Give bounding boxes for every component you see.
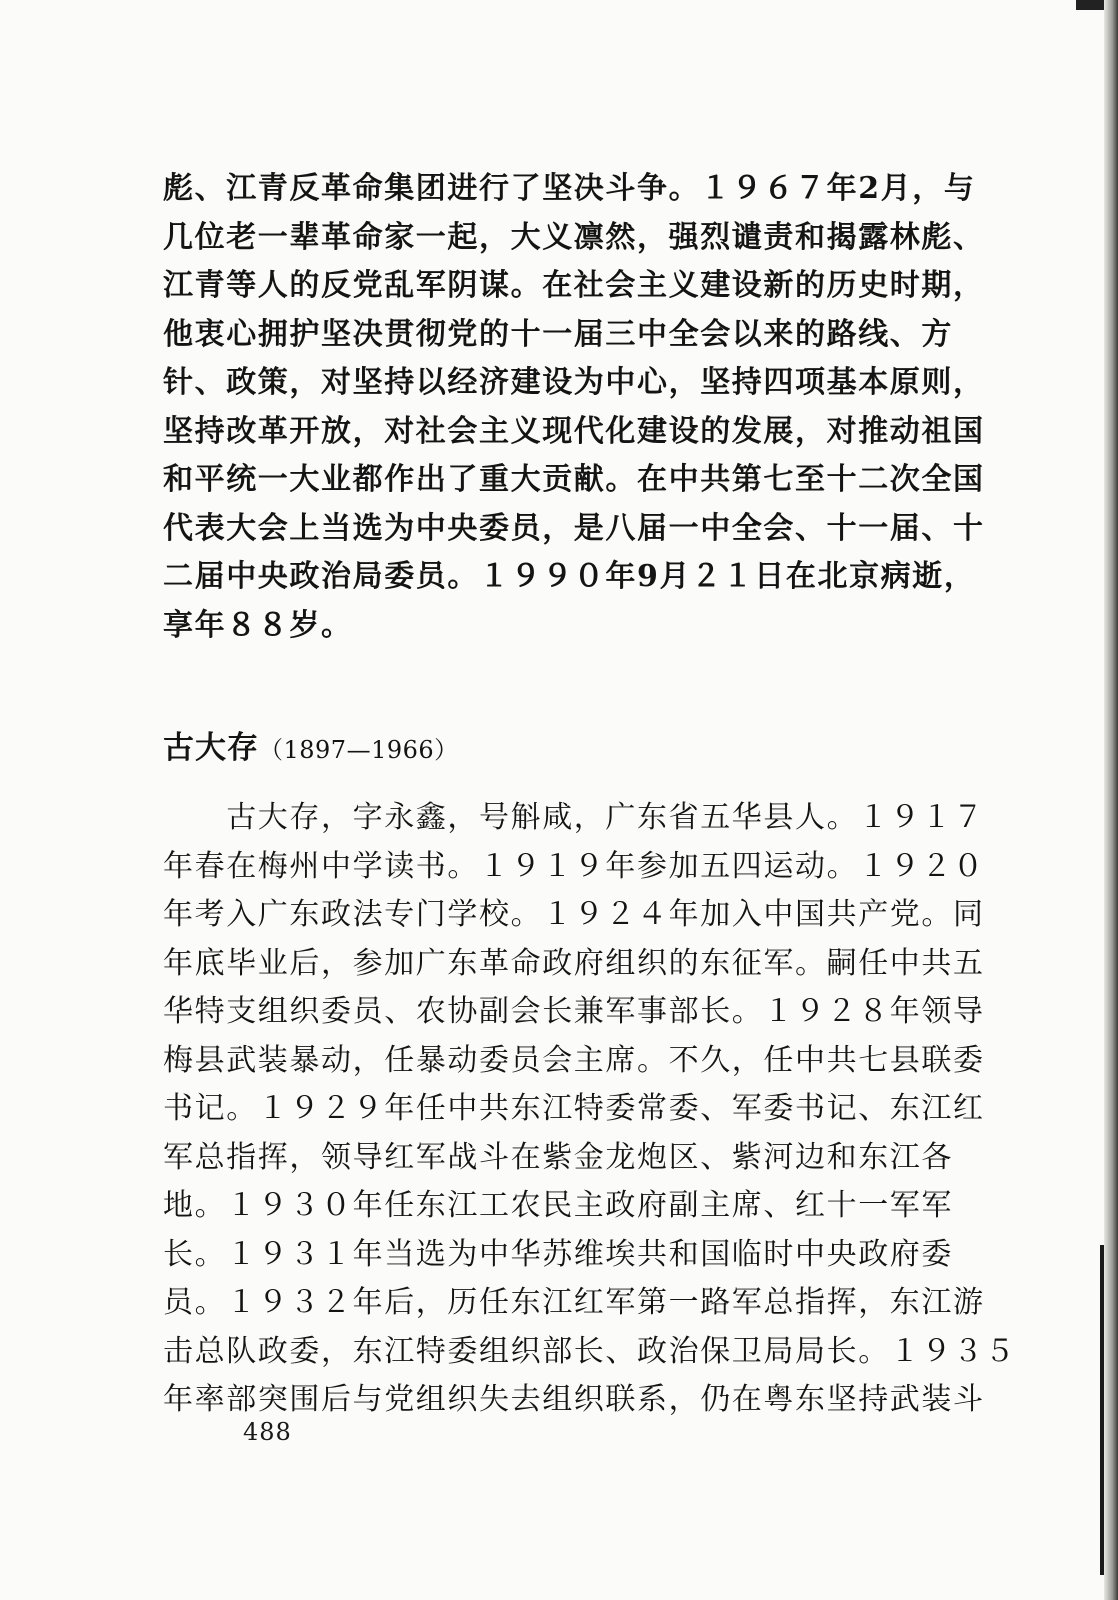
page-number: 488 bbox=[243, 1418, 292, 1446]
entry-line: 书记。１９２９年任中共东江特委常委、军委书记、东江红 bbox=[163, 1091, 985, 1126]
continued-line: 他衷心拥护坚决贯彻党的十一届三中全会以来的路线、方 bbox=[163, 316, 953, 352]
entry-line: 年考入广东政法专门学校。１９２４年加入中国共产党。同 bbox=[163, 897, 985, 932]
entry-dates: （1897—1966） bbox=[259, 736, 459, 764]
entry-line: 梅县武装暴动，任暴动委员会主席。不久，任中共七县联委 bbox=[163, 1042, 985, 1078]
page-content bbox=[163, 165, 1017, 1425]
continued-line: 和平统一大业都作出了重大贡献。在中共第七至十二次全国 bbox=[163, 462, 985, 497]
entry-line: 地。１９３０年任东江工农民主政府副主席、红十一军军 bbox=[163, 1188, 953, 1223]
entry-line: 古大存，字永鑫，号斛咸，广东省五华县人。１９１７ bbox=[163, 800, 985, 835]
entry-line: 员。１９３２年后，历任东江红军第一路军总指挥，东江游 bbox=[163, 1285, 985, 1320]
entry-line: 击总队政委，东江特委组织部长、政治保卫局局长。１９３５ bbox=[163, 1333, 1017, 1369]
continued-line: 彪、江青反革命集团进行了坚决斗争。１９６７年2月，与 bbox=[163, 171, 976, 206]
scan-edge-bar bbox=[1100, 1245, 1104, 1575]
continued-line: 二届中央政治局委员。１９９０年9月２１日在北京病逝， bbox=[163, 559, 976, 594]
biography-paragraph bbox=[163, 794, 1017, 1425]
entry-name: 古大存 bbox=[163, 730, 259, 766]
continued-line: 享年８８岁。 bbox=[163, 607, 353, 643]
continued-line: 代表大会上当选为中央委员，是八届一中全会、十一届、十 bbox=[163, 510, 985, 546]
entry-line: 长。１９３１年当选为中华苏维埃共和国临时中央政府委 bbox=[163, 1236, 953, 1272]
entry-heading bbox=[163, 724, 1008, 774]
page-edge-shadow bbox=[1104, 0, 1118, 1600]
continued-biography-paragraph bbox=[163, 165, 1008, 650]
continued-line: 几位老一辈革命家一起，大义凛然，强烈谴责和揭露林彪、 bbox=[163, 219, 985, 255]
entry-line: 华特支组织委员、农协副会长兼军事部长。１９２８年领导 bbox=[163, 994, 985, 1029]
entry-line: 年底毕业后，参加广东革命政府组织的东征军。嗣任中共五 bbox=[163, 945, 985, 981]
entry-line: 年春在梅州中学读书。１９１９年参加五四运动。１９２０ bbox=[163, 848, 985, 884]
entry-line: 年率部突围后与党组织失去组织联系，仍在粤东坚持武装斗 bbox=[163, 1382, 985, 1417]
continued-line: 江青等人的反党乱军阴谋。在社会主义建设新的历史时期， bbox=[163, 268, 985, 303]
scan-corner-mark bbox=[1076, 0, 1104, 10]
continued-line: 针、政策，对坚持以经济建设为中心，坚持四项基本原则， bbox=[163, 365, 985, 400]
entry-line: 军总指挥，领导红军战斗在紫金龙炮区、紫河边和东江各 bbox=[163, 1139, 953, 1175]
continued-line: 坚持改革开放，对社会主义现代化建设的发展，对推动祖国 bbox=[163, 413, 985, 449]
